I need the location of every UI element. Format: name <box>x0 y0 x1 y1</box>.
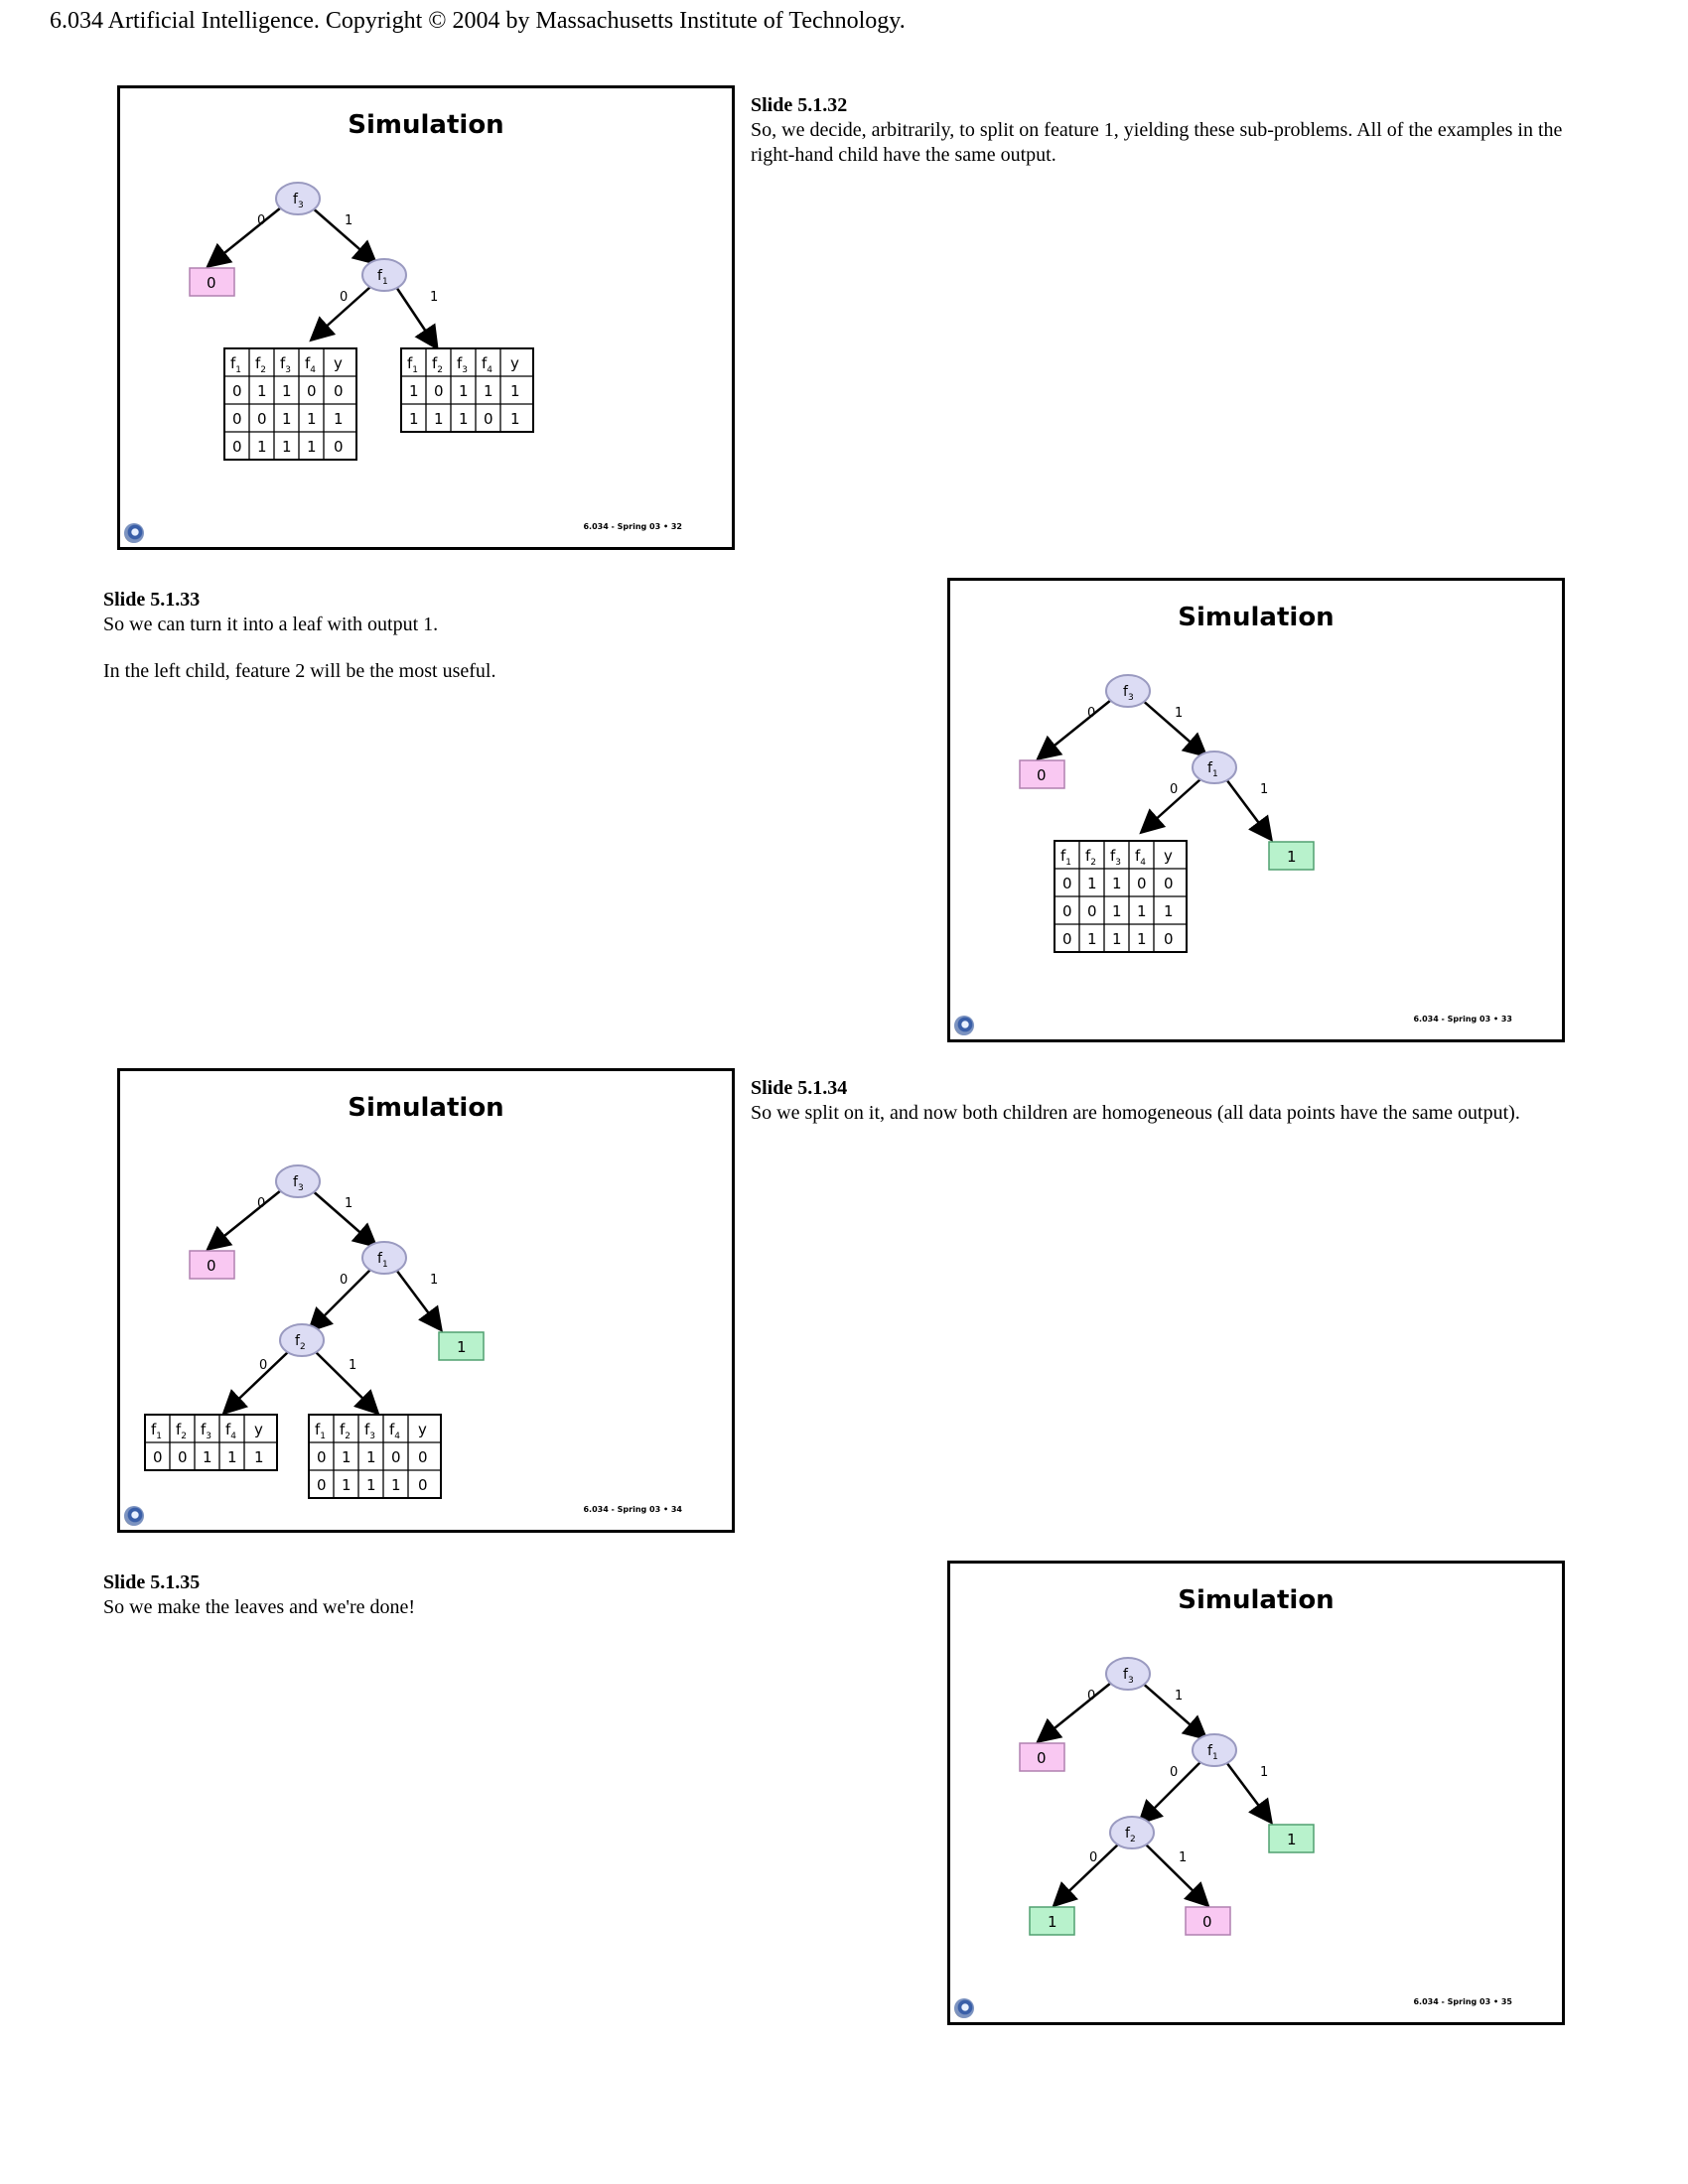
svg-text:0: 0 <box>1062 930 1072 948</box>
svg-text:f2: $f_2$ <box>1125 1826 1136 1844</box>
svg-text:1: 1 <box>510 410 520 428</box>
note-text: So we make the leaves and we're done! <box>103 1596 416 1618</box>
svg-text:0: 0 <box>484 410 493 428</box>
tree-node-f1 <box>1193 751 1236 783</box>
svg-text:f2: $f_2$ <box>176 1421 188 1441</box>
edge-label: 0 <box>1170 782 1179 797</box>
svg-text:f2: $f_2$ <box>340 1421 352 1441</box>
edge-label: 0 <box>259 1358 268 1373</box>
svg-text:0: 0 <box>257 410 267 428</box>
svg-text:1: 1 <box>434 410 444 428</box>
svg-text:f3: $f_3$ <box>1123 684 1134 703</box>
svg-text:0: 0 <box>207 1257 216 1275</box>
svg-text:0: 0 <box>178 1448 188 1466</box>
svg-text:f1: $f_1$ <box>377 268 388 287</box>
svg-text:1: 1 <box>1112 875 1122 892</box>
svg-text:f1: $f_1$ <box>1060 847 1072 868</box>
leaf-1 <box>439 1332 484 1360</box>
edge-label: 1 <box>345 1196 353 1211</box>
svg-text:0: 0 <box>317 1448 327 1466</box>
svg-text:1: 1 <box>1164 902 1174 920</box>
slide-footer: 6.034 - Spring 03 • 35 <box>1413 1997 1512 2006</box>
edge-label: 1 <box>1179 1850 1188 1865</box>
data-table <box>224 348 356 460</box>
svg-text:y: y <box>510 354 519 372</box>
slide-footer: 6.034 - Spring 03 • 33 <box>1413 1015 1512 1024</box>
svg-text:f1: $f_1$ <box>1207 760 1218 779</box>
svg-text:f4: $f_4$ <box>225 1421 237 1441</box>
slide-title: Simulation <box>1178 1585 1335 1615</box>
svg-text:0: 0 <box>1062 875 1072 892</box>
svg-text:1: 1 <box>366 1448 376 1466</box>
svg-text:f1: $f_1$ <box>377 1251 388 1270</box>
leaf-2 <box>1030 1907 1074 1935</box>
svg-text:0: 0 <box>1202 1913 1212 1931</box>
slide-note <box>751 1076 1565 1148</box>
svg-text:y: y <box>418 1421 427 1438</box>
svg-text:1: 1 <box>282 382 292 400</box>
svg-text:f1: $f_1$ <box>315 1421 327 1441</box>
speaker-icon[interactable] <box>124 1506 144 1526</box>
svg-text:0: 0 <box>1037 766 1047 784</box>
svg-text:0: 0 <box>232 410 242 428</box>
slide-title: Simulation <box>348 1093 504 1123</box>
svg-text:y: y <box>254 1421 263 1438</box>
leaf-3 <box>1186 1907 1230 1935</box>
svg-text:1: 1 <box>254 1448 264 1466</box>
svg-text:1: 1 <box>1112 902 1122 920</box>
svg-text:0: 0 <box>307 382 317 400</box>
leaf-0 <box>190 268 234 296</box>
svg-text:1: 1 <box>409 382 419 400</box>
edge-label: 0 <box>1087 706 1096 721</box>
slide-title: Simulation <box>1178 603 1335 632</box>
svg-text:0: 0 <box>232 382 242 400</box>
slide-title: Simulation <box>348 110 504 140</box>
svg-text:1: 1 <box>1287 1831 1297 1848</box>
slide-32 <box>117 85 735 550</box>
svg-text:1: 1 <box>457 1338 467 1356</box>
svg-text:1: 1 <box>391 1476 401 1494</box>
svg-text:0: 0 <box>1164 930 1174 948</box>
svg-text:f4: $f_4$ <box>305 354 317 375</box>
edge-label: 0 <box>257 1196 266 1211</box>
slide-note <box>103 1570 699 1642</box>
slide-note <box>103 588 699 706</box>
svg-text:1: 1 <box>1137 930 1147 948</box>
svg-text:1: 1 <box>409 410 419 428</box>
edge-label: 1 <box>1260 1765 1269 1780</box>
svg-text:f1: $f_1$ <box>1207 1743 1218 1762</box>
speaker-icon[interactable] <box>954 1998 974 2018</box>
svg-text:0: 0 <box>418 1448 428 1466</box>
svg-text:f3: $f_3$ <box>293 1174 304 1193</box>
svg-text:0: 0 <box>317 1476 327 1494</box>
svg-text:0: 0 <box>334 438 344 456</box>
svg-text:1: 1 <box>257 438 267 456</box>
svg-text:1: 1 <box>510 382 520 400</box>
note-heading: Slide 5.1.32 <box>751 94 848 116</box>
svg-text:1: 1 <box>459 382 469 400</box>
edge-label: 1 <box>1175 706 1184 721</box>
svg-text:1: 1 <box>484 382 493 400</box>
svg-text:1: 1 <box>334 410 344 428</box>
slide-footer: 6.034 - Spring 03 • 32 <box>583 522 682 531</box>
data-table <box>1055 841 1187 952</box>
svg-text:f2: $f_2$ <box>295 1333 306 1352</box>
svg-text:f2: $f_2$ <box>255 354 267 375</box>
tree-node-f2 <box>1110 1817 1154 1848</box>
svg-text:f4: $f_4$ <box>389 1421 401 1441</box>
svg-text:1: 1 <box>307 438 317 456</box>
slide-footer: 6.034 - Spring 03 • 34 <box>583 1505 682 1514</box>
note-text: So we split on it, and now both children are homogeneous (all data points have the same output). <box>751 1102 1520 1124</box>
svg-text:1: 1 <box>1087 875 1097 892</box>
tree-node-f1 <box>1193 1734 1236 1766</box>
svg-text:f3: $f_3$ <box>293 192 304 210</box>
svg-text:f1: $f_1$ <box>230 354 242 375</box>
edge-label: 1 <box>349 1358 357 1373</box>
note-text: So, we decide, arbitrarily, to split on feature 1, yielding these sub-problems. All of the examples in the right-hand child have the same output. <box>751 119 1563 166</box>
note-heading: Slide 5.1.35 <box>103 1571 201 1593</box>
svg-text:0: 0 <box>1062 902 1072 920</box>
svg-text:1: 1 <box>366 1476 376 1494</box>
slide-34 <box>117 1068 735 1533</box>
svg-text:f4: $f_4$ <box>1135 847 1147 868</box>
note-text: So we can turn it into a leaf with output 1. <box>103 614 439 635</box>
svg-text:1: 1 <box>342 1476 352 1494</box>
svg-text:0: 0 <box>391 1448 401 1466</box>
edge-label: 1 <box>1175 1689 1184 1704</box>
data-table <box>145 1415 277 1470</box>
svg-text:1: 1 <box>459 410 469 428</box>
tree-node-f3 <box>276 183 320 214</box>
edge-label: 1 <box>345 213 353 228</box>
svg-text:f3: $f_3$ <box>457 354 469 375</box>
svg-text:1: 1 <box>1048 1913 1057 1931</box>
svg-text:y: y <box>1164 847 1173 865</box>
svg-text:f3: $f_3$ <box>1110 847 1122 868</box>
decision-tree-diagram <box>120 1071 732 1530</box>
svg-text:0: 0 <box>232 438 242 456</box>
tree-node-f2 <box>280 1324 324 1356</box>
decision-tree-diagram <box>120 88 732 547</box>
svg-text:f1: $f_1$ <box>151 1421 163 1441</box>
edge-label: 0 <box>340 290 349 305</box>
edge-label: 1 <box>1260 782 1269 797</box>
note-text: In the left child, feature 2 will be the most useful. <box>103 660 496 682</box>
svg-text:f3: $f_3$ <box>280 354 292 375</box>
svg-text:1: 1 <box>282 410 292 428</box>
leaf-1 <box>1269 842 1314 870</box>
svg-text:f2: $f_2$ <box>1085 847 1097 868</box>
svg-text:0: 0 <box>1037 1749 1047 1767</box>
edge-label: 0 <box>340 1273 349 1288</box>
svg-text:0: 0 <box>153 1448 163 1466</box>
svg-text:1: 1 <box>1287 848 1297 866</box>
edge-label: 1 <box>430 290 439 305</box>
svg-text:0: 0 <box>207 274 216 292</box>
svg-text:0: 0 <box>334 382 344 400</box>
leaf-0 <box>190 1251 234 1279</box>
edge-label: 0 <box>1087 1689 1096 1704</box>
tree-node-f3 <box>276 1165 320 1197</box>
svg-text:0: 0 <box>1164 875 1174 892</box>
slide-35 <box>947 1561 1565 2025</box>
note-heading: Slide 5.1.34 <box>751 1077 848 1099</box>
svg-text:1: 1 <box>342 1448 352 1466</box>
data-table <box>401 348 533 432</box>
tree-node-f3 <box>1106 1658 1150 1690</box>
data-table <box>309 1415 441 1498</box>
svg-text:f3: $f_3$ <box>1123 1667 1134 1686</box>
edge-label: 1 <box>430 1273 439 1288</box>
leaf-1 <box>1269 1825 1314 1852</box>
leaf-0 <box>1020 760 1064 788</box>
edge-label: 0 <box>257 213 266 228</box>
leaf-0 <box>1020 1743 1064 1771</box>
svg-text:f4: $f_4$ <box>482 354 493 375</box>
svg-text:f2: $f_2$ <box>432 354 444 375</box>
svg-text:0: 0 <box>434 382 444 400</box>
svg-text:0: 0 <box>418 1476 428 1494</box>
slide-note <box>751 93 1565 190</box>
svg-text:1: 1 <box>282 438 292 456</box>
speaker-icon[interactable] <box>954 1016 974 1035</box>
page-header: 6.034 Artificial Intelligence. Copyright © 2004 by Massachusetts Institute of Technology. <box>50 8 906 34</box>
svg-text:0: 0 <box>1137 875 1147 892</box>
tree-node-f3 <box>1106 675 1150 707</box>
svg-text:1: 1 <box>257 382 267 400</box>
svg-text:1: 1 <box>1137 902 1147 920</box>
note-heading: Slide 5.1.33 <box>103 589 201 611</box>
edge-label: 0 <box>1170 1765 1179 1780</box>
decision-tree-diagram <box>950 1564 1562 2022</box>
tree-node-f1 <box>362 1242 406 1274</box>
svg-text:f3: $f_3$ <box>201 1421 212 1441</box>
svg-text:1: 1 <box>307 410 317 428</box>
speaker-icon[interactable] <box>124 523 144 543</box>
svg-text:f3: $f_3$ <box>364 1421 376 1441</box>
slide-33 <box>947 578 1565 1042</box>
svg-text:1: 1 <box>1087 930 1097 948</box>
decision-tree-diagram <box>950 581 1562 1039</box>
tree-node-f1 <box>362 259 406 291</box>
svg-text:1: 1 <box>227 1448 237 1466</box>
svg-text:y: y <box>334 354 343 372</box>
svg-text:0: 0 <box>1087 902 1097 920</box>
svg-text:1: 1 <box>1112 930 1122 948</box>
svg-text:f1: $f_1$ <box>407 354 419 375</box>
edge-label: 0 <box>1089 1850 1098 1865</box>
svg-text:1: 1 <box>203 1448 212 1466</box>
